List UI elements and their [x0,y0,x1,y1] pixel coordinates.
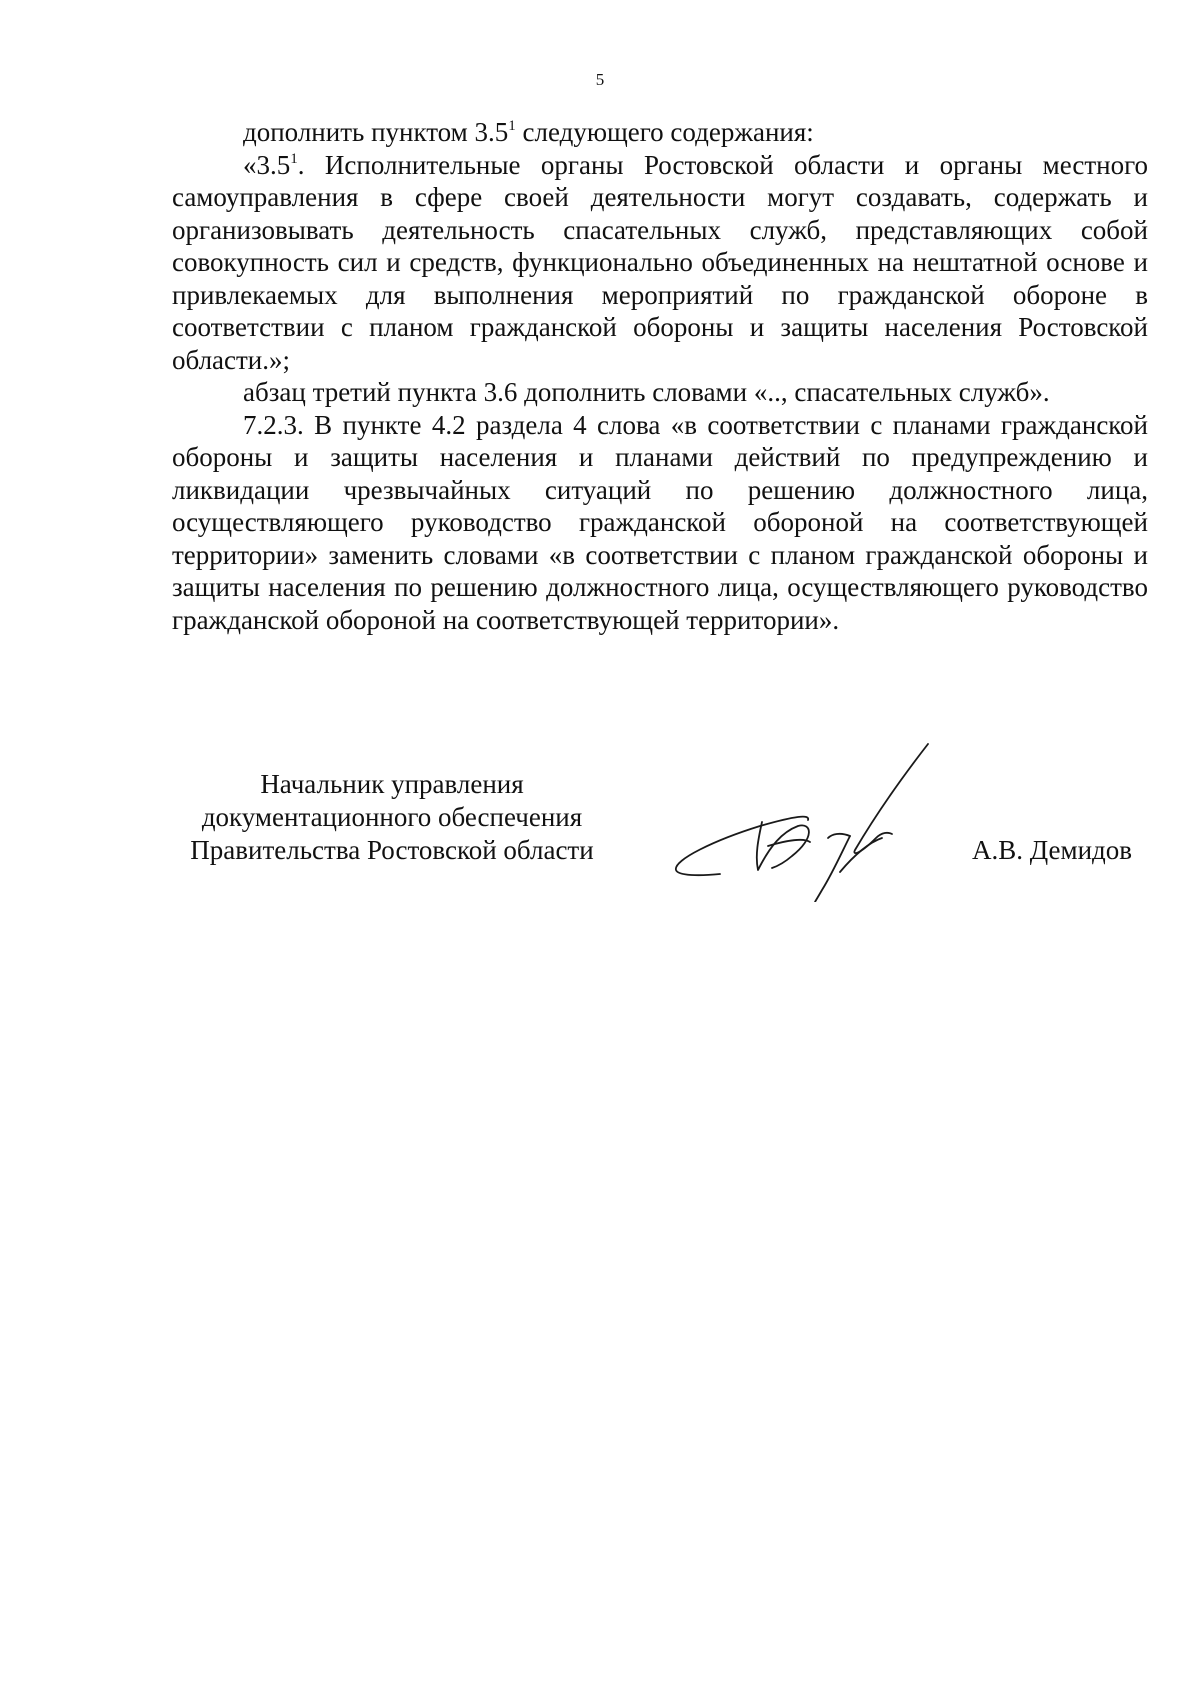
signer-name: А.В. Демидов [972,835,1133,865]
document-body [172,116,1148,636]
superscript-1: 1 [508,118,516,134]
handwritten-signature [670,742,950,902]
signatory-title [172,768,612,867]
superscript-1: 1 [290,150,298,167]
paragraph-supplement-intro: дополнить пунктом $3.5^1$ следующего содержания: [243,117,814,147]
signatory-title-line: Правительства Ростовской области [190,835,594,865]
paragraph-clause-3-6: абзац третий пункта 3.6 дополнить словами «.., спасательных служб». [243,377,1050,407]
paragraph-clause-3-5-1: «$3.5^1$. Исполнительные органы Ростовской области и органы местного самоуправления в сфере своей деятельности могут создавать, содержать и организовывать деятельность спасательных служб, представляющих собой совокупность сил и средств, функционально объединенных на нештатной основе и привлекаемых для выполнения мероприятий по гражданской обороне в соответствии с планом гражданской обороны и защиты населения Ростовской области.»; [172,149,1148,375]
page-number: 5 [595,70,605,89]
signatory-title-line: Начальник управления [260,769,524,799]
paragraph-clause-7-2-3: 7.2.3. В пункте 4.2 раздела 4 слова «в соответствии с планами гражданской обороны и защиты населения и планами действий по предупреждению и ликвидации чрезвычайных ситуаций по решению должностного лица, осуществляющего руководство гражданской обороной на соответствующей территории» заменить словами «в соответствии с планом гражданской обороны и защиты населения по решению должностного лица, осуществляющего руководство гражданской обороной на соответствующей территории». [172,409,1148,635]
signatory-title-line: документационного обеспечения [201,802,583,832]
